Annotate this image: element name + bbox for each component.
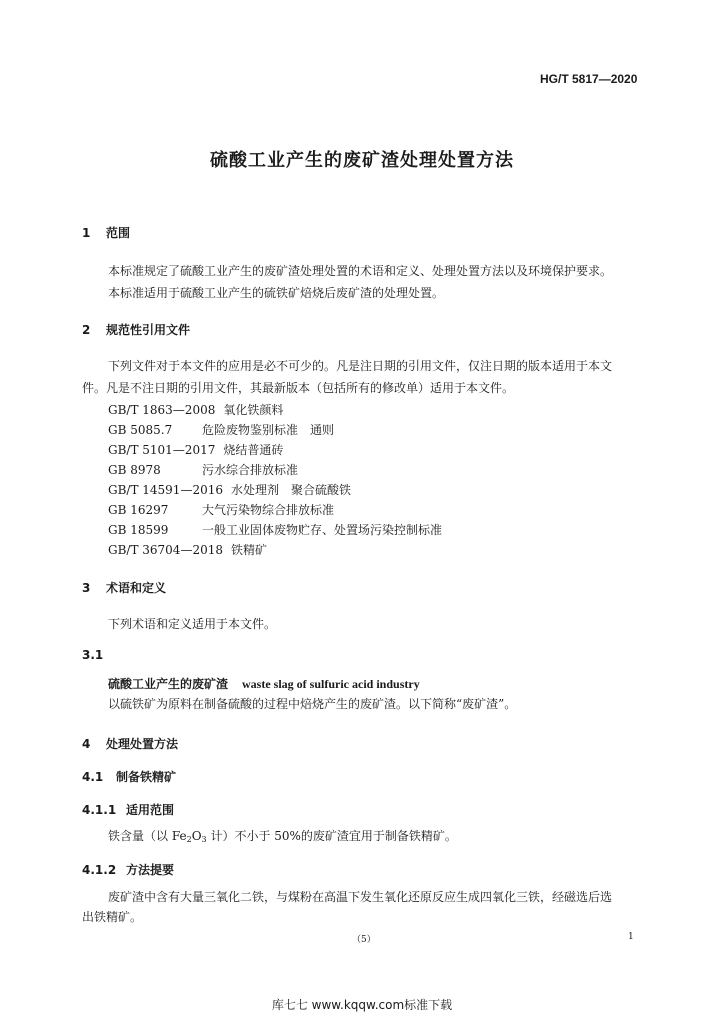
- page-side-mark: 1: [628, 932, 634, 942]
- section-3-heading: [82, 579, 166, 596]
- watermark-footer: 库七七 www.kqqw.com标准下载: [271, 998, 453, 1012]
- reference-id: GB 16297: [108, 503, 169, 517]
- scope-paragraph-1: 本标准规定了硫酸工业产生的废矿渣处理处置的术语和定义、处理处置方法以及环境保护要求。: [108, 264, 613, 278]
- terms-intro: 下列术语和定义适用于本文件。: [108, 617, 277, 631]
- clause-4-1-2-line-2: 出铁精矿。: [82, 910, 143, 924]
- scope-paragraph-2: 本标准适用于硫酸工业产生的硫铁矿焙烧后废矿渣的处理处置。: [108, 286, 445, 300]
- reference-id: GB/T 14591—2016: [108, 483, 223, 497]
- page-number: （5）: [352, 935, 376, 945]
- clause-4-1-1-heading: [82, 801, 174, 818]
- section-1-heading: [82, 224, 130, 241]
- term-entry: [108, 674, 420, 694]
- reference-id: GB/T 1863—2008: [108, 403, 216, 417]
- reference-list: [108, 400, 442, 560]
- clause-number: 4.1: [82, 770, 104, 784]
- subscript: 2: [186, 835, 192, 844]
- reference-item: [108, 540, 442, 560]
- text-fragment: 铁含量（以 Fe: [108, 829, 187, 843]
- reference-item: [108, 420, 442, 440]
- reference-item: [108, 440, 442, 460]
- reference-name: 烧结普通砖: [223, 443, 284, 457]
- reference-name: 水处理剂 聚合硫酸铁: [230, 483, 351, 497]
- clause-number: 4.1.1: [82, 803, 117, 817]
- section-title: 范围: [106, 226, 131, 240]
- standard-code: HG/T 5817—2020: [540, 72, 638, 86]
- reference-name: 氧化铁颜料: [223, 403, 284, 417]
- section-title: 处理处置方法: [106, 737, 179, 751]
- reference-id: GB 8978: [108, 463, 161, 477]
- clause-3-1-number: 3.1: [82, 648, 104, 662]
- term-english: waste slag of sulfuric acid industry: [242, 677, 420, 691]
- term-chinese: 硫酸工业产生的废矿渣: [108, 677, 229, 691]
- reference-name: 污水综合排放标准: [202, 463, 299, 477]
- clause-4-1-heading: [82, 768, 176, 785]
- section-2-heading: [82, 321, 190, 338]
- section-number: 3: [82, 581, 91, 595]
- section-number: 1: [82, 226, 91, 240]
- reference-item: [108, 500, 442, 520]
- clause-number: 4.1.2: [82, 863, 117, 877]
- section-number: 4: [82, 737, 91, 751]
- section-4-heading: [82, 735, 178, 752]
- section-title: 规范性引用文件: [106, 323, 191, 337]
- clause-title: 制备铁精矿: [116, 770, 177, 784]
- clause-4-1-1-text: [108, 826, 457, 850]
- section-number: 2: [82, 323, 91, 337]
- normative-intro-line-1: 下列文件对于本文件的应用是必不可少的。凡是注日期的引用文件，仅注日期的版本适用于本文: [108, 359, 613, 373]
- reference-item: [108, 520, 442, 540]
- reference-name: 大气污染物综合排放标准: [202, 503, 335, 517]
- clause-4-1-2-line-1: 废矿渣中含有大量三氧化二铁，与煤粉在高温下发生氧化还原反应生成四氧化三铁，经磁选后选: [108, 890, 613, 904]
- reference-item: [108, 400, 442, 420]
- document-title: 硫酸工业产生的废矿渣处理处置方法: [210, 150, 514, 171]
- reference-id: GB/T 5101—2017: [108, 443, 216, 457]
- reference-id: GB 5085.7: [108, 423, 173, 437]
- clause-title: 方法提要: [126, 863, 175, 877]
- subscript: 3: [201, 835, 207, 844]
- text-fragment: O: [191, 829, 202, 843]
- term-definition: 以硫铁矿为原料在制备硫酸的过程中焙烧产生的废矿渣。以下简称“废矿渣”。: [108, 697, 517, 711]
- reference-id: GB/T 36704—2018: [108, 543, 223, 557]
- section-title: 术语和定义: [106, 581, 167, 595]
- reference-name: 铁精矿: [230, 543, 267, 557]
- normative-intro-line-2: 件。凡是不注日期的引用文件，其最新版本（包括所有的修改单）适用于本文件。: [82, 381, 515, 395]
- reference-id: GB 18599: [108, 523, 169, 537]
- clause-title: 适用范围: [126, 803, 175, 817]
- text-fragment: 计）不小于 50%的废矿渣宜用于制备铁精矿。: [206, 829, 457, 843]
- reference-item: [108, 480, 442, 500]
- clause-4-1-2-heading: [82, 861, 174, 878]
- reference-item: [108, 460, 442, 480]
- reference-name: 危险废物鉴别标准 通则: [202, 423, 335, 437]
- reference-name: 一般工业固体废物贮存、处置场污染控制标准: [202, 523, 443, 537]
